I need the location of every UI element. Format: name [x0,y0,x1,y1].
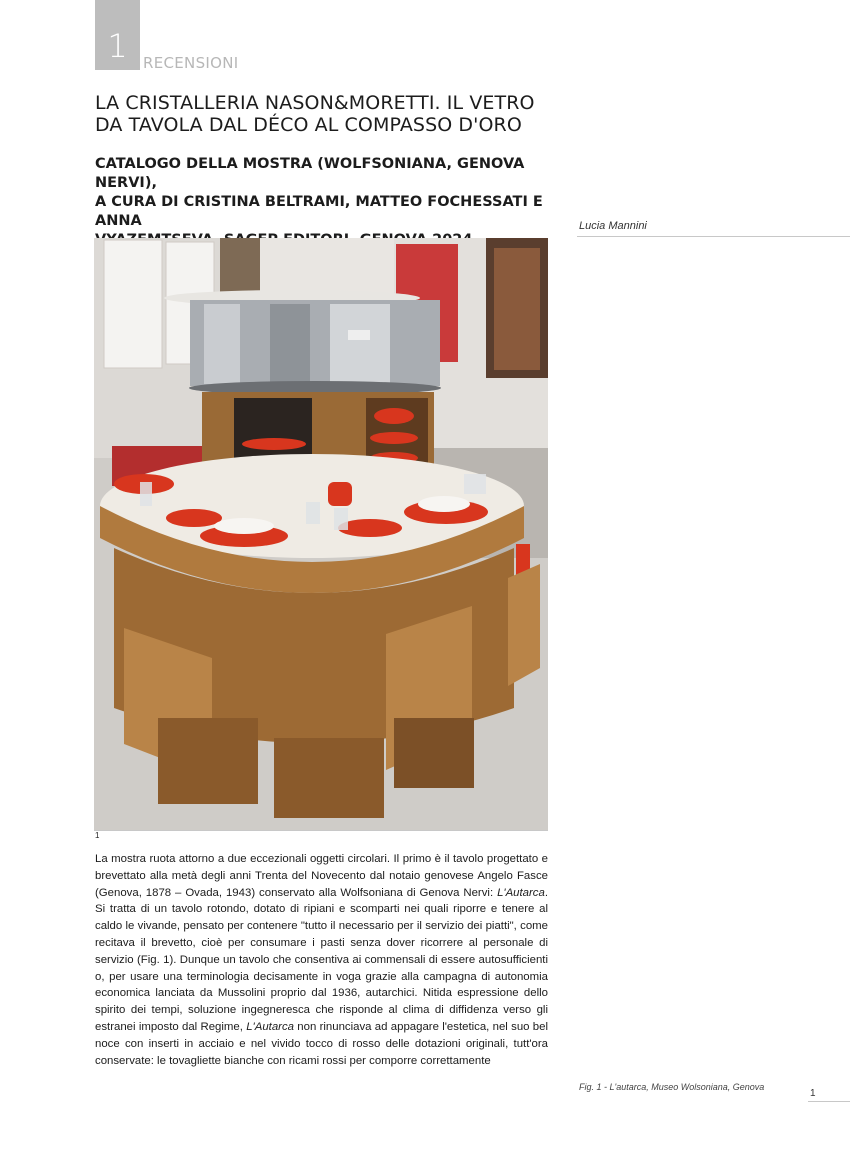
article-subtitle [95,155,565,250]
article-title [95,92,555,136]
body-text-1: La mostra ruota attorno a due eccezionali oggetti circolari. Il primo è il tavolo progettato e brevettato alla metà degli anni Trenta del Novecento dal notaio genovese Angelo Fasce (Genova, 1878 – Ovada, 1943) conservato alla Wolfsoniana di Genova Nervi: [95,853,548,899]
figure-caption: Fig. 1 - L'autarca, Museo Wolsoniana, Genova [579,1082,765,1092]
figure-divider [94,830,548,831]
subtitle-line-2: A CURA DI CRISTINA BELTRAMI, MATTEO FOCHESSATI E ANNA [95,194,543,229]
figure-photo-autarca-table [94,238,548,830]
figure-number: 1 [95,831,100,840]
title-line-2: DA TAVOLA DAL DÉCO AL COMPASSO D'ORO [95,114,522,136]
author-divider [577,236,850,237]
body-text-2: . Si tratta di un tavolo rotondo, dotato di ripiani e scomparti nei quali riporre e tenere al caldo le vivande, pensato per contenere "tutto il necessario per il servizio dei piatti", come recitava il brevetto, cioè per consumare i pasti senza dover ricorrere al personale di servizio (Fig. 1). Dunque un tavolo che consentiva ai commensali di essere autosufficienti o, per usare una terminologia decisamente in voga grazie alla campagna di autonomia economica lanciata da Mussolini proprio dal 1936, autarchici. Nitida espressione dello spirito dei tempi, soluzione ingegneresca che risponde al clima di diffidenza verso gli estranei imposto dal Regime, [95,886,548,1033]
page-number-divider [808,1101,850,1102]
body-paragraph [95,851,548,1069]
subtitle-line-1: CATALOGO DELLA MOSTRA (WOLFSONIANA, GENOVA NERVI), [95,156,525,191]
author-name: Lucia Mannini [579,220,647,232]
title-line-1: LA CRISTALLERIA NASON&MORETTI. IL VETRO [95,92,535,114]
article-body [95,851,548,1069]
body-italic-2: L'Autarca [246,1020,294,1033]
page-number: 1 [810,1088,816,1099]
body-text-3: non rinunciava ad appagare l'estetica, nel suo bel noce con inserti in acciaio e nel vivido tocco di rosso delle dotazioni originali, tutt'ora conservate: le tovagliette bianche con ricami rossi per comporre correttamente [95,1020,548,1067]
section-label: RECENSIONI [143,54,239,72]
chapter-number: 1 [107,27,128,65]
photo-illustration [94,238,548,830]
body-italic-1: L'Autarca [497,886,545,899]
chapter-tab [95,0,140,70]
